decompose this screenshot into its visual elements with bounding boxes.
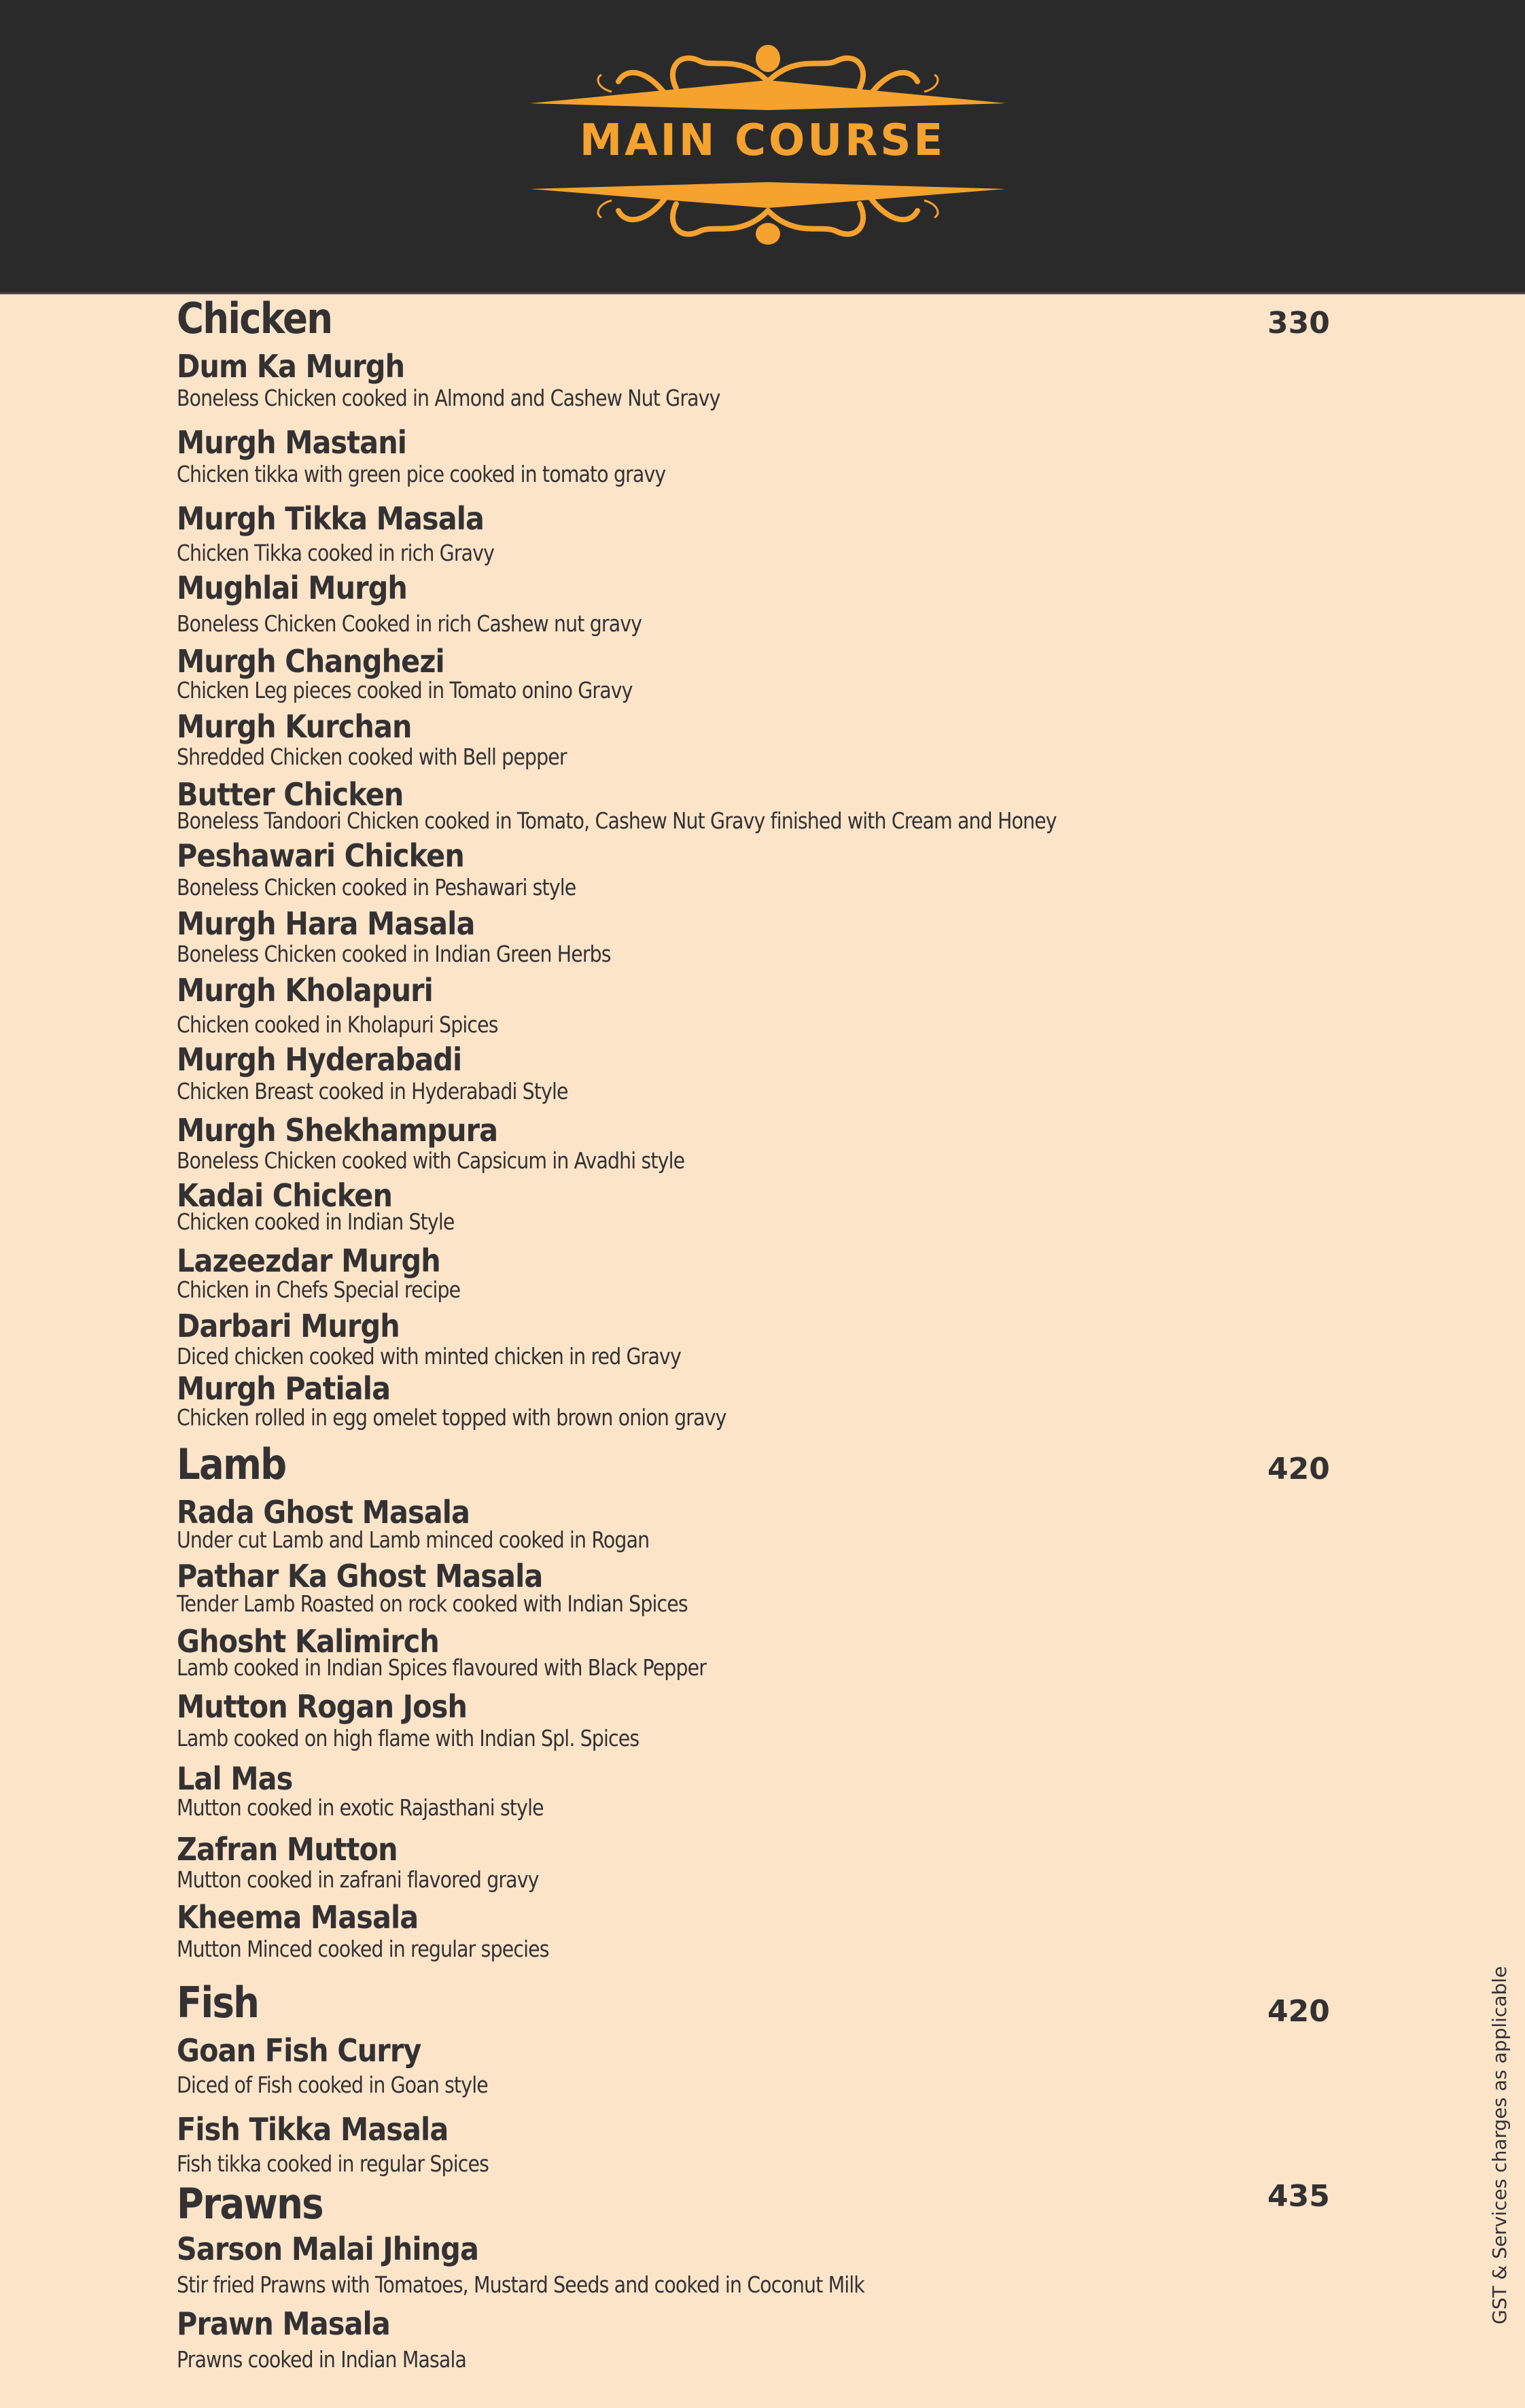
category-heading-prawns: Prawns	[177, 2179, 323, 2229]
dish-name: Murgh Mastani	[177, 424, 407, 461]
dish-name: Murgh Shekhampura	[177, 1112, 498, 1149]
category-price-lamb: 420	[1267, 1452, 1330, 1486]
category-price-prawns: 435	[1267, 2179, 1330, 2214]
dish-name: Kadai Chicken	[177, 1177, 393, 1214]
dish-name: Murgh Hyderabadi	[177, 1041, 462, 1078]
dish-name: Murgh Hara Masala	[177, 905, 475, 942]
dish-description: Shredded Chicken cooked with Bell pepper	[177, 744, 567, 770]
dish-description: Chicken rolled in egg omelet topped with brown onion gravy	[177, 1404, 726, 1431]
dish-description: Chicken cooked in Kholapuri Spices	[177, 1011, 498, 1038]
dish-name: Mutton Rogan Josh	[177, 1688, 468, 1725]
dish-name: Ghosht Kalimirch	[177, 1623, 439, 1660]
dish-description: Boneless Chicken Cooked in rich Cashew nut gravy	[177, 610, 642, 637]
dish-description: Lamb cooked in Indian Spices flavoured with Black Pepper	[177, 1654, 707, 1681]
dish-description: Stir fried Prawns with Tomatoes, Mustard Seeds and cooked in Coconut Milk	[177, 2271, 864, 2298]
dish-description: Boneless Tandoori Chicken cooked in Tomato, Cashew Nut Gravy finished with Cream and Honey	[177, 807, 1057, 834]
dish-name: Darbari Murgh	[177, 1308, 400, 1344]
dish-description: Lamb cooked on high flame with Indian Spl. Spices	[177, 1725, 639, 1751]
category-heading-fish: Fish	[177, 1978, 259, 2027]
dish-name: Sarson Malai Jhinga	[177, 2231, 479, 2267]
page-title: MAIN COURSE	[579, 116, 946, 166]
dish-description: Mutton cooked in exotic Rajasthani style	[177, 1794, 544, 1821]
dish-description: Tender Lamb Roasted on rock cooked with Indian Spices	[177, 1590, 688, 1617]
dish-description: Mutton Minced cooked in regular species	[177, 1936, 549, 1962]
header-banner	[0, 0, 1525, 294]
dish-name: Prawn Masala	[177, 2305, 390, 2342]
dish-name: Pathar Ka Ghost Masala	[177, 1558, 543, 1594]
dish-description: Chicken in Chefs Special recipe	[177, 1276, 461, 1303]
category-heading-chicken: Chicken	[177, 294, 332, 343]
dish-description: Boneless Chicken cooked in Indian Green Herbs	[177, 941, 611, 967]
dish-description: Chicken Breast cooked in Hyderabadi Style	[177, 1078, 568, 1104]
dish-name: Peshawari Chicken	[177, 837, 464, 874]
dish-name: Butter Chicken	[177, 776, 404, 813]
dish-description: Chicken Tikka cooked in rich Gravy	[177, 540, 495, 566]
dish-name: Rada Ghost Masala	[177, 1494, 470, 1531]
dish-description: Boneless Chicken cooked in Peshawari style	[177, 874, 576, 901]
dish-name: Mughlai Murgh	[177, 570, 408, 606]
dish-description: Mutton cooked in zafrani flavored gravy	[177, 1866, 539, 1893]
dish-description: Under cut Lamb and Lamb minced cooked in Rogan	[177, 1526, 650, 1553]
dish-name: Murgh Patiala	[177, 1370, 391, 1407]
dish-name: Murgh Kholapuri	[177, 972, 433, 1009]
dish-name: Murgh Tikka Masala	[177, 500, 485, 537]
dish-description: Boneless Chicken cooked with Capsicum in Avadhi style	[177, 1147, 685, 1174]
dish-description: Chicken Leg pieces cooked in Tomato onino Gravy	[177, 677, 633, 703]
dish-description: Chicken tikka with green pice cooked in tomato gravy	[177, 461, 666, 487]
category-price-chicken: 330	[1267, 306, 1330, 341]
dish-name: Fish Tikka Masala	[177, 2111, 449, 2148]
dish-name: Lazeezdar Murgh	[177, 1242, 440, 1279]
dish-name: Murgh Kurchan	[177, 708, 412, 745]
dish-description: Prawns cooked in Indian Masala	[177, 2346, 467, 2373]
dish-name: Lal Mas	[177, 1760, 293, 1797]
dish-description: Diced chicken cooked with minted chicken in red Gravy	[177, 1343, 681, 1369]
dish-description: Diced of Fish cooked in Goan style	[177, 2072, 488, 2098]
dish-name: Dum Ka Murgh	[177, 348, 405, 385]
category-price-fish: 420	[1267, 1994, 1330, 2029]
dish-description: Chicken cooked in Indian Style	[177, 1208, 455, 1235]
dish-description: Fish tikka cooked in regular Spices	[177, 2150, 489, 2177]
dish-name: Zafran Mutton	[177, 1831, 398, 1868]
dish-name: Murgh Changhezi	[177, 643, 444, 680]
dish-name: Kheema Masala	[177, 1899, 419, 1936]
tax-note: GST & Services charges as applicable	[1488, 1966, 1511, 2324]
dish-description: Boneless Chicken cooked in Almond and Cashew Nut Gravy	[177, 385, 720, 411]
dish-name: Goan Fish Curry	[177, 2032, 421, 2069]
category-heading-lamb: Lamb	[177, 1439, 286, 1489]
